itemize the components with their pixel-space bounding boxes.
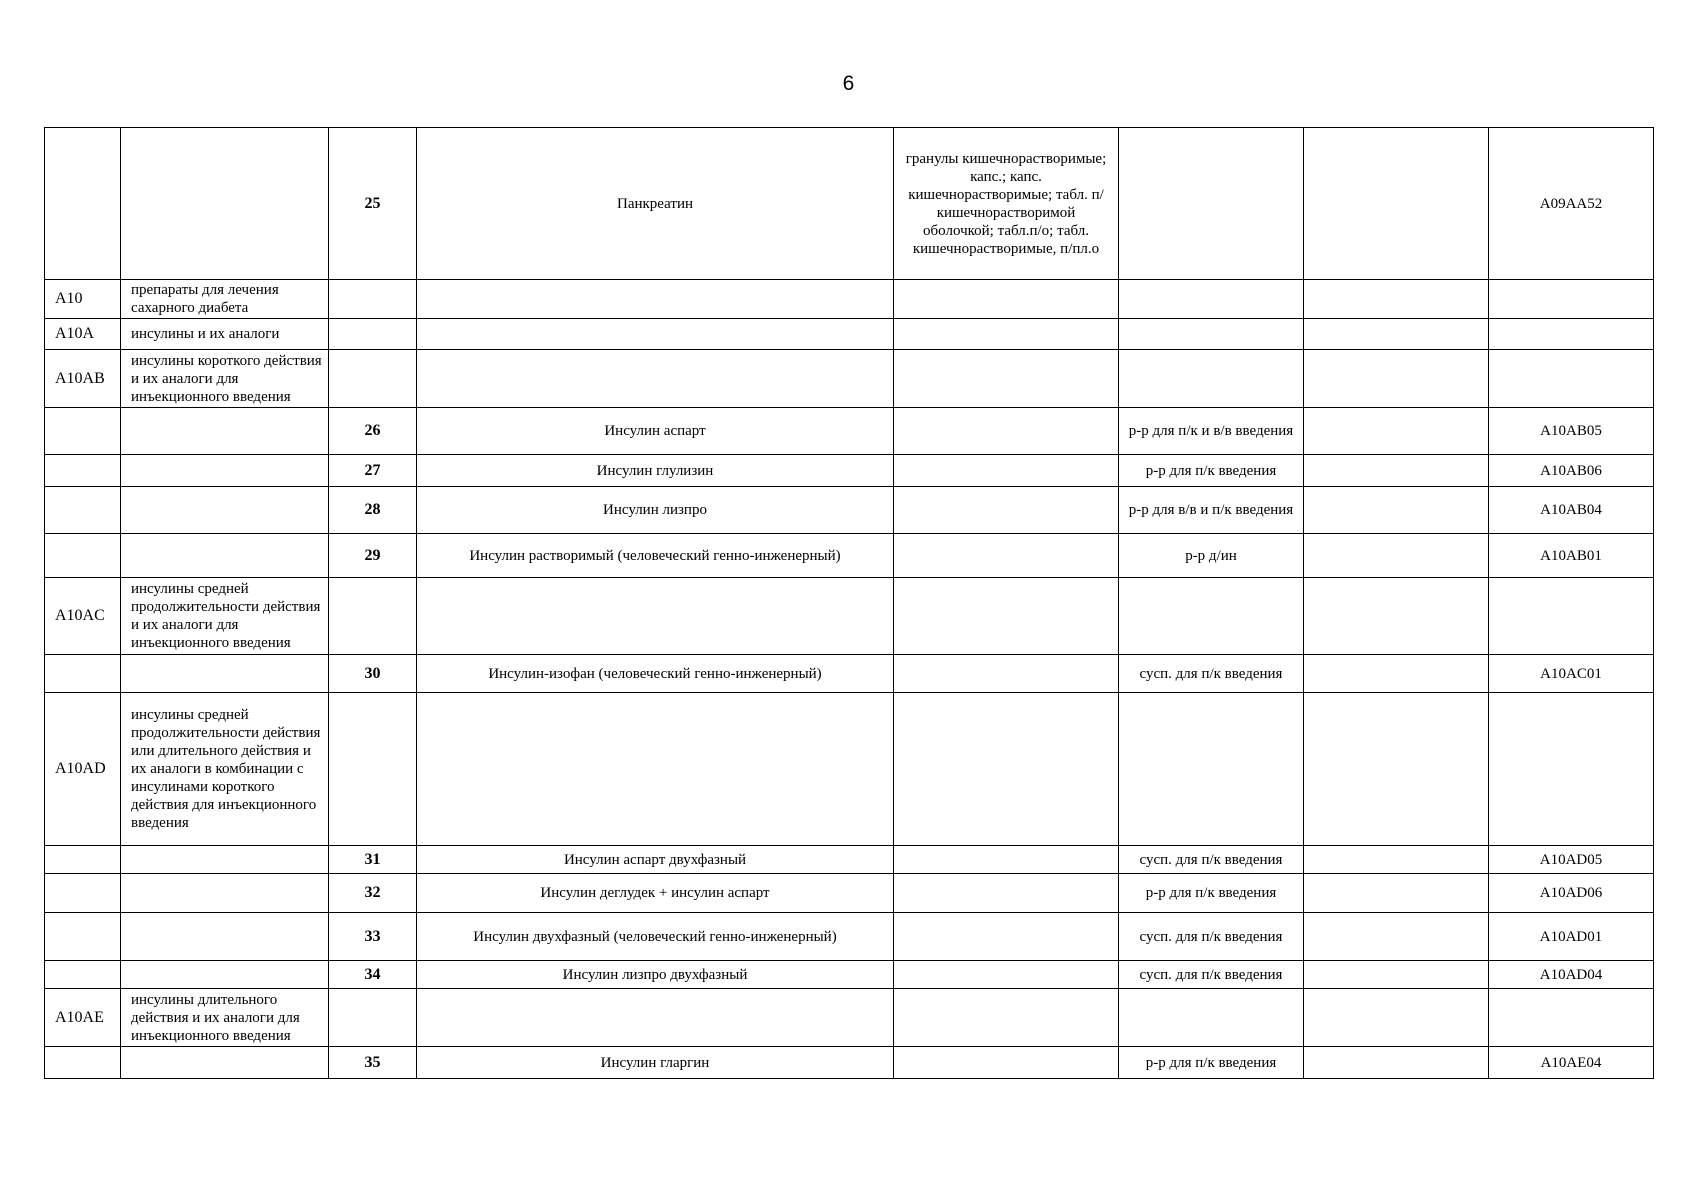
atc-code-cell	[45, 455, 121, 487]
atc-group-cell: препараты для лечения сахарного диабета	[121, 280, 329, 319]
dosage-form-alt-cell	[1119, 280, 1304, 319]
item-number-cell: 29	[329, 534, 417, 578]
item-number-cell	[329, 280, 417, 319]
drug-table-body	[45, 128, 1654, 1079]
atc-group-cell: инсулины средней продолжительности действия и их аналоги для инъекционного введения	[121, 578, 329, 655]
atc-code-cell	[45, 874, 121, 913]
atc-code-cell	[45, 128, 121, 280]
extra-cell	[1304, 455, 1489, 487]
atc-group-cell	[121, 408, 329, 455]
atc-code-cell	[45, 487, 121, 534]
atc-drug-code-cell	[1489, 578, 1654, 655]
atc-drug-code-cell: A09AA52	[1489, 128, 1654, 280]
extra-cell	[1304, 128, 1489, 280]
atc-drug-code-cell: A10AB01	[1489, 534, 1654, 578]
dosage-form-cell	[894, 989, 1119, 1047]
item-number-cell	[329, 989, 417, 1047]
table-row	[45, 578, 1654, 655]
dosage-form-alt-cell: сусп. для п/к введения	[1119, 846, 1304, 874]
atc-code-cell: A10AE	[45, 989, 121, 1047]
atc-code-cell: A10AB	[45, 350, 121, 408]
dosage-form-alt-cell: р-р для п/к введения	[1119, 874, 1304, 913]
extra-cell	[1304, 989, 1489, 1047]
atc-group-cell: инсулины и их аналоги	[121, 319, 329, 350]
dosage-form-cell: гранулы кишечнорастворимые; капс.; капс. кишечнорастворимые; табл. п/кишечнорастворимой оболочкой; табл.п/о; табл. кишечнорастворимые, п/пл.о	[894, 128, 1119, 280]
page-number: 6	[842, 72, 855, 95]
item-number-cell: 31	[329, 846, 417, 874]
atc-code-cell	[45, 1047, 121, 1079]
atc-group-cell: инсулины средней продолжительности действия или длительного действия и их аналоги в комбинации с инсулинами короткого действия для инъекционного введения	[121, 693, 329, 846]
extra-cell	[1304, 319, 1489, 350]
atc-group-cell	[121, 913, 329, 961]
atc-code-cell	[45, 655, 121, 693]
extra-cell	[1304, 350, 1489, 408]
dosage-form-cell	[894, 319, 1119, 350]
drug-name-cell	[417, 280, 894, 319]
item-number-cell: 32	[329, 874, 417, 913]
dosage-form-cell	[894, 350, 1119, 408]
item-number-cell: 33	[329, 913, 417, 961]
table-row	[45, 913, 1654, 961]
dosage-form-cell	[894, 961, 1119, 989]
atc-drug-code-cell: A10AB04	[1489, 487, 1654, 534]
atc-drug-code-cell: A10AE04	[1489, 1047, 1654, 1079]
atc-code-cell: A10	[45, 280, 121, 319]
atc-drug-code-cell	[1489, 693, 1654, 846]
atc-group-cell	[121, 128, 329, 280]
table-row	[45, 874, 1654, 913]
atc-drug-code-cell: A10AD05	[1489, 846, 1654, 874]
table-row	[45, 280, 1654, 319]
atc-drug-code-cell: A10AD01	[1489, 913, 1654, 961]
extra-cell	[1304, 961, 1489, 989]
table-row	[45, 534, 1654, 578]
dosage-form-alt-cell	[1119, 989, 1304, 1047]
dosage-form-cell	[894, 846, 1119, 874]
extra-cell	[1304, 846, 1489, 874]
dosage-form-alt-cell	[1119, 578, 1304, 655]
extra-cell	[1304, 693, 1489, 846]
atc-code-cell	[45, 534, 121, 578]
atc-group-cell	[121, 487, 329, 534]
dosage-form-cell	[894, 693, 1119, 846]
table-row	[45, 455, 1654, 487]
table-row	[45, 487, 1654, 534]
dosage-form-alt-cell: сусп. для п/к введения	[1119, 655, 1304, 693]
extra-cell	[1304, 534, 1489, 578]
dosage-form-cell	[894, 1047, 1119, 1079]
item-number-cell	[329, 319, 417, 350]
item-number-cell: 28	[329, 487, 417, 534]
dosage-form-alt-cell: сусп. для п/к введения	[1119, 913, 1304, 961]
atc-drug-code-cell: A10AB06	[1489, 455, 1654, 487]
drug-name-cell: Инсулин деглудек + инсулин аспарт	[417, 874, 894, 913]
drug-name-cell	[417, 350, 894, 408]
extra-cell	[1304, 1047, 1489, 1079]
extra-cell	[1304, 408, 1489, 455]
atc-group-cell	[121, 846, 329, 874]
drug-table	[44, 127, 1654, 1079]
atc-drug-code-cell: A10AD06	[1489, 874, 1654, 913]
dosage-form-cell	[894, 534, 1119, 578]
dosage-form-cell	[894, 280, 1119, 319]
atc-drug-code-cell: A10AC01	[1489, 655, 1654, 693]
dosage-form-cell	[894, 874, 1119, 913]
atc-drug-code-cell	[1489, 280, 1654, 319]
dosage-form-alt-cell	[1119, 319, 1304, 350]
table-row	[45, 961, 1654, 989]
drug-name-cell	[417, 578, 894, 655]
atc-code-cell: A10AD	[45, 693, 121, 846]
item-number-cell	[329, 578, 417, 655]
atc-code-cell	[45, 913, 121, 961]
drug-name-cell: Инсулин двухфазный (человеческий генно-инженерный)	[417, 913, 894, 961]
dosage-form-alt-cell: р-р для п/к введения	[1119, 1047, 1304, 1079]
atc-drug-code-cell: A10AD04	[1489, 961, 1654, 989]
dosage-form-alt-cell: р-р для п/к введения	[1119, 455, 1304, 487]
atc-group-cell	[121, 1047, 329, 1079]
atc-code-cell	[45, 961, 121, 989]
drug-name-cell: Панкреатин	[417, 128, 894, 280]
atc-group-cell: инсулины длительного действия и их аналоги для инъекционного введения	[121, 989, 329, 1047]
dosage-form-cell	[894, 408, 1119, 455]
drug-name-cell: Инсулин-изофан (человеческий генно-инженерный)	[417, 655, 894, 693]
atc-code-cell: A10AC	[45, 578, 121, 655]
item-number-cell: 27	[329, 455, 417, 487]
extra-cell	[1304, 874, 1489, 913]
dosage-form-alt-cell	[1119, 350, 1304, 408]
atc-drug-code-cell	[1489, 350, 1654, 408]
drug-name-cell	[417, 693, 894, 846]
drug-name-cell: Инсулин глулизин	[417, 455, 894, 487]
atc-group-cell	[121, 655, 329, 693]
item-number-cell: 35	[329, 1047, 417, 1079]
atc-code-cell	[45, 846, 121, 874]
drug-name-cell: Инсулин лизпро двухфазный	[417, 961, 894, 989]
drug-name-cell: Инсулин аспарт	[417, 408, 894, 455]
dosage-form-alt-cell: р-р для в/в и п/к введения	[1119, 487, 1304, 534]
atc-group-cell: инсулины короткого действия и их аналоги для инъекционного введения	[121, 350, 329, 408]
drug-name-cell: Инсулин гларгин	[417, 1047, 894, 1079]
drug-name-cell	[417, 319, 894, 350]
table-row	[45, 655, 1654, 693]
drug-name-cell: Инсулин лизпро	[417, 487, 894, 534]
atc-group-cell	[121, 874, 329, 913]
item-number-cell	[329, 693, 417, 846]
dosage-form-cell	[894, 455, 1119, 487]
extra-cell	[1304, 487, 1489, 534]
extra-cell	[1304, 280, 1489, 319]
item-number-cell: 34	[329, 961, 417, 989]
atc-drug-code-cell	[1489, 319, 1654, 350]
atc-group-cell	[121, 534, 329, 578]
item-number-cell: 25	[329, 128, 417, 280]
dosage-form-alt-cell: р-р для п/к и в/в введения	[1119, 408, 1304, 455]
extra-cell	[1304, 578, 1489, 655]
atc-code-cell: A10A	[45, 319, 121, 350]
dosage-form-alt-cell	[1119, 128, 1304, 280]
table-row	[45, 1047, 1654, 1079]
dosage-form-cell	[894, 655, 1119, 693]
atc-code-cell	[45, 408, 121, 455]
dosage-form-alt-cell: сусп. для п/к введения	[1119, 961, 1304, 989]
table-row	[45, 350, 1654, 408]
atc-group-cell	[121, 455, 329, 487]
extra-cell	[1304, 913, 1489, 961]
dosage-form-alt-cell	[1119, 693, 1304, 846]
drug-name-cell: Инсулин аспарт двухфазный	[417, 846, 894, 874]
item-number-cell	[329, 350, 417, 408]
drug-name-cell: Инсулин растворимый (человеческий генно-инженерный)	[417, 534, 894, 578]
table-row	[45, 319, 1654, 350]
atc-drug-code-cell: A10AB05	[1489, 408, 1654, 455]
atc-group-cell	[121, 961, 329, 989]
table-row	[45, 693, 1654, 846]
table-row	[45, 989, 1654, 1047]
item-number-cell: 26	[329, 408, 417, 455]
drug-name-cell	[417, 989, 894, 1047]
dosage-form-cell	[894, 487, 1119, 534]
table-row	[45, 846, 1654, 874]
dosage-form-alt-cell: р-р д/ин	[1119, 534, 1304, 578]
atc-drug-code-cell	[1489, 989, 1654, 1047]
dosage-form-cell	[894, 578, 1119, 655]
dosage-form-cell	[894, 913, 1119, 961]
extra-cell	[1304, 655, 1489, 693]
item-number-cell: 30	[329, 655, 417, 693]
table-row	[45, 408, 1654, 455]
table-row	[45, 128, 1654, 280]
